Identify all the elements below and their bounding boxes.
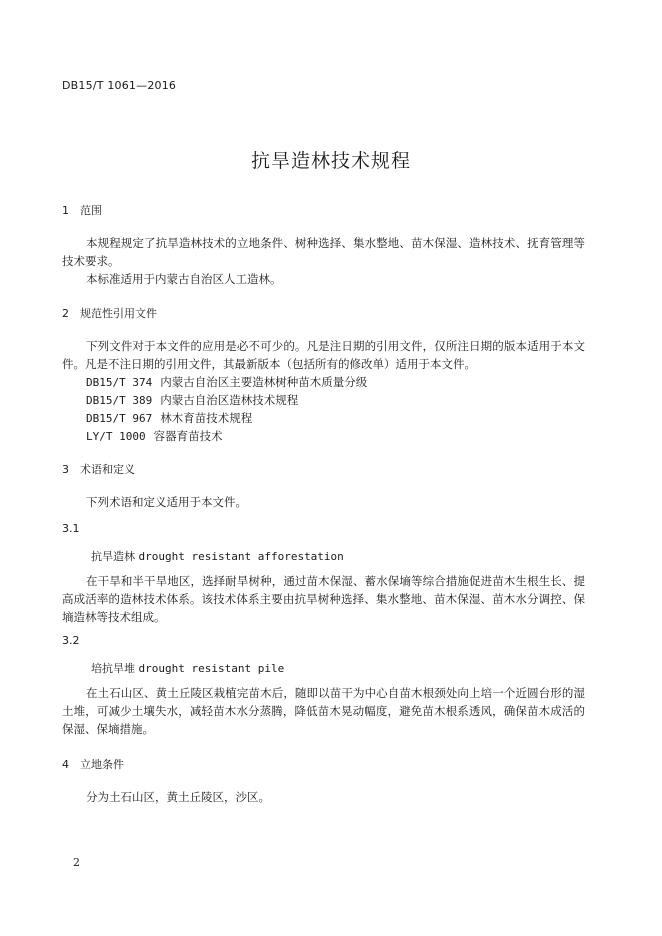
reference-code: LY/T 1000	[86, 430, 146, 443]
reference-code: DB15/T 374	[86, 376, 153, 389]
section-title: 术语和定义	[80, 463, 135, 476]
section-heading-normative-references	[62, 305, 157, 321]
paragraph: 本标准适用于内蒙古自治区人工造林。	[86, 272, 282, 286]
reference-item	[86, 391, 298, 410]
section-title: 立地条件	[80, 758, 124, 771]
paragraph: 下列术语和定义适用于本文件。	[86, 495, 247, 509]
paragraph: 本规程规定了抗旱造林技术的立地条件、树种选择、集水整地、苗木保湿、造林技术、抚育管理等技术要求。	[62, 236, 585, 268]
term-chinese: 抗旱造林	[91, 550, 135, 563]
term-english: drought resistant afforestation	[138, 550, 344, 563]
term-chinese: 培抗旱堆	[91, 662, 135, 675]
paragraph: 分为土石山区，黄土丘陵区，沙区。	[86, 790, 270, 804]
section-title: 范围	[80, 204, 102, 217]
page-number: 2	[73, 856, 80, 869]
section-number: 1	[62, 204, 69, 217]
reference-name: 容器育苗技术	[153, 429, 223, 443]
term-number: 3.2	[62, 634, 80, 647]
section-number: 4	[62, 758, 69, 771]
section-heading-scope	[62, 202, 102, 218]
term-entry	[91, 660, 284, 676]
term-entry	[91, 548, 344, 564]
reference-code: DB15/T 967	[86, 412, 153, 425]
reference-name: 内蒙古自治区主要造林树种苗木质量分级	[160, 375, 368, 389]
section-title: 规范性引用文件	[80, 307, 157, 320]
document-code: DB15/T 1061—2016	[62, 79, 177, 92]
reference-item	[86, 409, 252, 428]
term-definition: 在干旱和半干旱地区，选择耐旱树种，通过苗木保湿、蓄水保墒等综合措施促进苗木生根生长、提高成活率的造林技术体系。该技术体系主要由抗旱树种选择、集水整地、苗木保湿、苗木水分调控、保墒造林等技术组成。	[62, 574, 585, 624]
reference-item	[86, 373, 367, 392]
section-heading-terms	[62, 461, 135, 477]
section-number: 3	[62, 463, 69, 476]
reference-name: 内蒙古自治区造林技术规程	[160, 393, 299, 407]
reference-code: DB15/T 389	[86, 394, 153, 407]
term-number: 3.1	[62, 522, 80, 535]
section-number: 2	[62, 307, 69, 320]
paragraph: 下列文件对于本文件的应用是必不可少的。凡是注日期的引用文件，仅所注日期的版本适用于本文件。凡是不注日期的引用文件，其最新版本（包括所有的修改单）适用于本文件。	[62, 339, 585, 371]
term-definition: 在土石山区、黄土丘陵区栽植完苗木后，随即以苗干为中心自苗木根颈处向上培一个近圆台形的湿土堆，可减少土壤失水，减轻苗木水分蒸腾，降低苗木晃动幅度，避免苗木根系透风，确保苗木成活的保湿、保墒措施。	[62, 686, 585, 736]
reference-item	[86, 427, 223, 446]
reference-name: 林木育苗技术规程	[160, 411, 253, 425]
term-english: drought resistant pile	[138, 662, 285, 675]
page-title: 抗旱造林技术规程	[250, 150, 411, 172]
section-heading-site-conditions	[62, 756, 124, 772]
